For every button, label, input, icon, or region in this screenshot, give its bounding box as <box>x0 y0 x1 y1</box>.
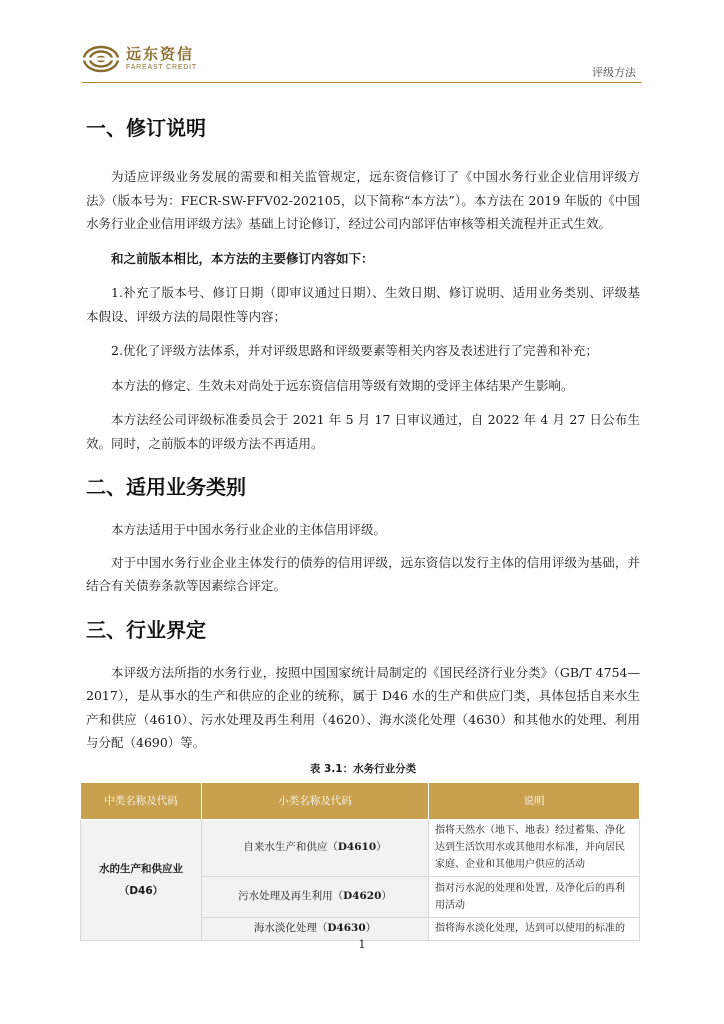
section-title-scope: 二、适用业务类别 <box>86 475 246 499</box>
subcategory-bracket: ） <box>365 922 377 934</box>
header-divider <box>82 82 642 83</box>
header-section-label: 评级方法 <box>592 66 636 79</box>
group-code: （D46） <box>118 884 164 897</box>
paragraph: 本方法经公司评级标准委员会于 2021 年 5 月 17 日审议通过，自 2022 年 4 月 27 日公布生效。同时，之前版本的评级方法不再适用。 <box>86 412 640 451</box>
document-body <box>86 112 640 941</box>
description-cell: 指对污水泥的处理和处置，及净化后的再利用活动 <box>429 876 640 917</box>
page-header <box>82 40 642 84</box>
subcategory-bracket: ） <box>381 890 392 902</box>
logo-english-name: FAREAST CREDIT <box>126 64 197 71</box>
subcategory-bracket: ） <box>376 841 387 853</box>
subcategory-code: D4630 <box>327 922 366 934</box>
subcategory-code: D4610 <box>337 841 377 853</box>
group-name: 水的生产和供应业 <box>99 862 183 875</box>
paragraph: 2.优化了评级方法体系，并对评级思路和评级要素等相关内容及表述进行了完善和补充； <box>111 343 598 358</box>
description-cell: 指将海水淡化处理，达到可以使用的标准的 <box>429 917 640 940</box>
table-header-cell: 小类名称及代码 <box>202 782 429 819</box>
paragraph: 本方法适用于中国水务行业企业的主体信用评级。 <box>111 522 387 537</box>
page-number: 1 <box>358 938 366 951</box>
subcategory-cell <box>202 819 429 876</box>
paragraph: 对于中国水务行业企业主体发行的债券的信用评级，远东资信以发行主体的信用评级为基础，并结合有关债券条款等因素综合评定。 <box>86 554 640 593</box>
company-logo <box>82 44 197 74</box>
paragraph: 本方法的修定、生效未对尚处于远东资信信用等级有效期的受评主体结果产生影响。 <box>111 377 574 393</box>
table-header-row <box>81 782 640 819</box>
industry-classification-table <box>80 782 640 941</box>
logo-chinese-name: 远东资信 <box>126 45 195 63</box>
paragraph: 为适应评级业务发展的需要和相关监管规定，远东资信修订了《中国水务行业企业信用评级方法》（版本号为：FECR-SW-FFV02-202105，以下简称“本方法”）。本方法在 2019 年版的《中国水务行业企业信用评级方法》基础上讨论修订，经过公司内部评估审核等相关流程并正式生效。 <box>86 169 640 231</box>
paragraph-bold: 和之前版本相比，本方法的主要修订内容如下： <box>111 250 374 266</box>
subcategory-cell <box>202 917 429 940</box>
logo-emblem-icon <box>82 44 120 74</box>
paragraph: 本评级方法所指的水务行业，按照中国国家统计局制定的《国民经济行业分类》（GB/T 4754—2017），是从事水的生产和供应的企业的统称，属于 D46 水的生产和供应门类，具体包括自来水生产和供应（4610）、污水处理及再生利用（4620）、海水淡化处理（4630）和其他水的处理、利用与分配（4690）等。 <box>86 664 640 750</box>
section-title-revision: 一、修订说明 <box>86 116 206 140</box>
subcategory-code: D4620 <box>343 890 382 902</box>
subcategory-name: 海水淡化处理（ <box>253 922 328 934</box>
subcategory-name: 污水处理及再生利用（ <box>238 890 344 902</box>
table-caption: 表 3.1：水务行业分类 <box>309 762 417 775</box>
table-row <box>81 819 640 876</box>
group-cell <box>81 819 202 940</box>
paragraph: 1.补充了版本号、修订日期（即审议通过日期）、生效日期、修订说明、适用业务类别、评级基本假设、评级方法的局限性等内容； <box>86 285 640 324</box>
table-header-cell: 说明 <box>429 782 640 819</box>
subcategory-cell <box>202 876 429 917</box>
description-cell: 指将天然水（地下、地表）经过蓄集、净化达到生活饮用水或其他用水标准，并向居民家庭、企业和其他用户供应的活动 <box>429 819 640 876</box>
subcategory-name: 自来水生产和供应（ <box>243 841 338 853</box>
table-header-cell: 中类名称及代码 <box>81 782 202 819</box>
section-title-industry: 三、行业界定 <box>86 617 206 642</box>
